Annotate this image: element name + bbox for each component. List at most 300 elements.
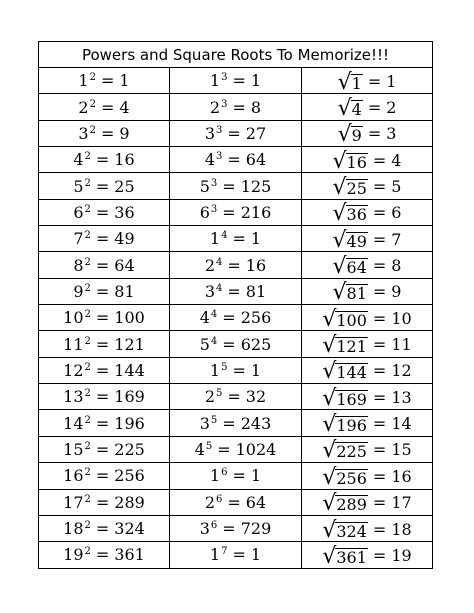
square-cell [39,515,170,541]
square-exponent: 2 [89,98,96,110]
root-cell [302,489,433,515]
equals-sign: = [95,229,110,249]
power-expression [199,176,272,196]
equals-sign: = [367,124,382,144]
radical-sign-icon: √ [332,148,347,173]
power-cell [170,173,302,199]
root-cell [302,515,433,541]
table-row [39,226,433,252]
root-cell [302,542,433,568]
radicand: 225 [336,442,367,462]
square-exponent: 2 [84,230,91,242]
power-value: 1 [250,71,262,91]
radicand: 16 [346,152,367,172]
radical [322,307,368,329]
table-row [39,305,433,331]
root-cell [302,278,433,304]
square-cell [39,463,170,489]
root-cell [302,199,433,225]
power-expression [205,152,266,168]
square-exponent: 2 [84,440,91,452]
equals-sign: = [95,360,110,380]
square-expression [73,231,134,247]
table-row [39,384,433,410]
equals-sign: = [95,202,110,222]
square-base: 9 [73,281,84,301]
radical-sign-icon: √ [322,464,337,489]
equals-sign: = [372,361,387,381]
radicand: 49 [346,231,367,251]
square-expression [63,413,145,433]
equals-sign: = [232,97,246,117]
root-expression [322,386,411,408]
radicand: 81 [346,284,367,304]
equals-sign: = [95,255,110,275]
power-exponent: 4 [216,256,223,268]
square-value: 1 [119,71,130,91]
power-cell [170,94,302,120]
power-exponent: 5 [216,388,223,400]
equals-sign: = [100,97,115,117]
root-cell [302,94,433,120]
root-expression [322,491,412,516]
table-row [39,331,433,357]
power-base: 4 [199,308,210,328]
radicand: 64 [346,258,367,278]
table-row [39,68,433,94]
square-cell [39,357,170,383]
equals-sign: = [95,176,110,196]
equals-sign: = [372,387,387,407]
square-value: 49 [114,229,135,249]
table-row [39,463,433,489]
radical-sign-icon: √ [332,201,347,226]
power-value: 1 [250,229,262,249]
power-base: 2 [204,387,216,407]
equals-sign: = [222,176,236,196]
square-value: 256 [114,466,145,486]
square-expression [63,310,145,326]
radical [322,386,368,408]
power-value: 8 [250,97,262,117]
table-row [39,252,433,278]
square-base: 10 [63,308,84,328]
radicand: 361 [336,547,367,567]
equals-sign: = [95,150,110,170]
equals-sign: = [227,255,241,275]
table-row [39,199,433,225]
radicand: 36 [346,205,367,225]
power-expression [204,123,267,143]
square-value: 81 [114,281,135,301]
root-expression [338,70,397,92]
power-value: 64 [245,492,267,512]
radical-sign-icon: √ [337,96,352,121]
square-expression [63,439,145,459]
power-expression [194,439,277,459]
equals-sign: = [372,203,387,223]
radical [333,228,368,250]
square-base: 18 [63,519,84,539]
root-value: 13 [391,387,412,407]
table-row [39,94,433,120]
equals-sign: = [95,281,110,301]
equals-sign: = [372,440,387,460]
square-expression [63,468,145,484]
power-expression [210,547,261,563]
root-cell [302,331,433,357]
equals-sign: = [232,71,246,91]
power-value: 81 [245,281,267,301]
radical [338,70,363,92]
power-expression [204,281,267,301]
root-value: 8 [391,256,402,276]
radical-sign-icon: √ [337,122,352,147]
square-value: 324 [114,519,145,539]
equals-sign: = [372,308,387,328]
equals-sign: = [372,466,387,486]
square-base: 13 [63,387,84,407]
root-cell [302,173,433,199]
radical-sign-icon: √ [332,254,347,279]
square-value: 169 [114,387,145,407]
square-exponent: 2 [84,493,91,505]
power-expression [199,334,272,354]
radicand: 144 [336,363,367,383]
equals-sign: = [372,282,387,302]
root-value: 9 [391,282,402,302]
power-exponent: 3 [216,151,223,163]
square-expression [73,202,135,222]
square-cell [39,147,170,173]
power-value: 1024 [235,439,277,459]
table-row [39,147,433,173]
root-expression [322,543,412,569]
square-value: 16 [114,150,135,170]
power-base: 3 [204,281,216,301]
equals-sign: = [95,545,110,565]
square-base: 16 [63,466,84,486]
power-cell [170,331,302,357]
square-expression [63,360,145,380]
square-cell [39,305,170,331]
equals-sign: = [372,150,387,170]
root-expression [333,149,402,171]
power-expression [204,255,267,275]
radical [332,254,368,279]
power-base: 4 [204,150,216,170]
table-body [39,68,433,569]
powers-roots-table [38,41,433,569]
square-base: 17 [63,492,84,512]
power-cell [170,357,302,383]
equals-sign: = [217,439,231,459]
root-expression [337,96,397,121]
power-exponent: 5 [221,361,228,373]
power-exponent: 4 [216,282,223,294]
square-value: 144 [114,360,145,380]
root-cell [302,226,433,252]
root-value: 7 [391,229,402,249]
power-exponent: 4 [210,309,218,321]
square-cell [39,94,170,120]
power-base: 1 [209,466,221,486]
power-base: 2 [204,492,216,512]
radicand: 256 [336,468,367,488]
radical-sign-icon: √ [322,359,337,384]
square-exponent: 2 [89,72,96,84]
root-value: 11 [391,335,412,355]
table-row [39,489,433,515]
power-value: 64 [245,150,267,170]
root-cell [302,384,433,410]
power-cell [170,436,302,462]
radicand: 1 [351,73,362,93]
equals-sign: = [222,202,236,222]
square-expression [78,73,129,89]
power-cell [170,278,302,304]
power-value: 1 [250,545,262,565]
power-expression [210,73,261,89]
radical [322,359,368,384]
square-exponent: 2 [84,388,91,400]
root-expression [332,175,402,200]
radicand: 289 [336,495,367,515]
equals-sign: = [100,71,115,91]
power-value: 216 [240,202,272,222]
square-base: 4 [73,150,84,170]
square-value: 4 [119,97,130,117]
radicand: 121 [336,337,367,357]
equals-sign: = [222,334,236,354]
title-row [39,42,433,68]
square-cell [39,410,170,436]
square-cell [39,436,170,462]
power-expression [209,97,262,117]
square-base: 12 [63,360,84,380]
power-base: 5 [199,334,210,354]
power-expression [205,389,266,405]
square-expression [63,492,145,512]
equals-sign: = [95,466,110,486]
radical-sign-icon: √ [332,227,347,252]
root-value: 19 [391,545,412,565]
equals-sign: = [227,387,241,407]
radical [322,465,368,487]
root-value: 1 [386,71,397,91]
equals-sign: = [372,229,387,249]
square-value: 100 [114,308,145,328]
radical-sign-icon: √ [322,543,337,569]
square-exponent: 2 [84,546,91,558]
equals-sign: = [232,545,246,565]
radical [337,122,363,147]
root-value: 10 [391,308,412,328]
power-expression [199,202,272,222]
radical [337,96,363,121]
square-exponent: 2 [84,467,91,479]
square-value: 64 [114,255,135,275]
square-value: 289 [114,492,145,512]
square-exponent: 2 [84,520,91,532]
root-value: 5 [391,177,402,197]
power-cell [170,305,302,331]
root-cell [302,305,433,331]
equals-sign: = [227,123,241,143]
equals-sign: = [95,439,110,459]
power-cell [170,515,302,541]
equals-sign: = [95,308,110,328]
power-value: 16 [245,255,267,275]
radical-sign-icon: √ [337,69,352,94]
square-cell [39,199,170,225]
square-expression [73,152,134,168]
square-cell [39,384,170,410]
equals-sign: = [372,256,387,276]
square-cell [39,226,170,252]
equals-sign: = [372,519,387,539]
power-base: 4 [194,439,205,459]
power-value: 32 [245,387,267,407]
root-cell [302,147,433,173]
square-exponent: 2 [84,151,91,163]
square-base: 6 [73,202,84,222]
power-expression [210,468,261,484]
square-cell [39,278,170,304]
square-cell [39,252,170,278]
square-exponent: 2 [84,335,91,347]
radical-sign-icon: √ [322,385,337,410]
radical [332,175,368,200]
root-expression [332,254,402,279]
power-exponent: 4 [210,335,218,347]
root-value: 4 [391,150,402,170]
radical [322,491,368,516]
root-expression [332,201,402,226]
root-value: 16 [391,466,412,486]
square-exponent: 2 [84,361,91,373]
square-expression [78,123,130,143]
radical [322,333,368,358]
square-expression [73,255,135,275]
radicand: 25 [346,179,367,199]
equals-sign: = [222,519,236,539]
radical-sign-icon: √ [322,306,337,331]
square-base: 5 [73,176,84,196]
square-base: 8 [73,255,84,275]
table-title: Powers and Square Roots To Memorize!!! [39,42,433,68]
equals-sign: = [95,334,110,354]
power-exponent: 5 [210,414,218,426]
power-expression [200,521,272,537]
square-value: 25 [114,176,135,196]
power-value: 1 [250,466,262,486]
square-cell [39,120,170,146]
square-base: 7 [73,229,84,249]
radical [332,280,368,305]
square-base: 2 [78,97,89,117]
power-exponent: 5 [205,440,213,452]
root-cell [302,436,433,462]
power-cell [170,226,302,252]
power-cell [170,489,302,515]
radicand: 4 [351,100,362,120]
power-base: 1 [209,71,221,91]
equals-sign: = [222,308,236,328]
power-exponent: 4 [221,230,228,242]
table-row [39,436,433,462]
square-base: 14 [63,413,84,433]
square-cell [39,542,170,568]
power-base: 3 [199,413,210,433]
power-value: 256 [240,308,272,328]
table-row [39,173,433,199]
square-expression [73,281,135,301]
radical [322,438,368,463]
power-cell [170,410,302,436]
root-value: 2 [386,98,397,118]
table-row [39,410,433,436]
square-expression [73,176,135,196]
square-expression [63,389,145,405]
power-exponent: 3 [210,177,218,189]
square-exponent: 2 [84,256,91,268]
root-expression [322,518,411,540]
square-exponent: 2 [84,177,91,189]
power-base: 1 [209,545,221,565]
square-base: 19 [63,545,84,565]
radicand: 100 [336,310,367,330]
table-row [39,120,433,146]
power-exponent: 7 [221,546,228,558]
square-cell [39,68,170,94]
root-expression [322,412,412,437]
root-cell [302,68,433,94]
equals-sign: = [100,123,115,143]
equals-sign: = [367,71,382,91]
square-expression [63,334,145,354]
square-value: 36 [114,202,135,222]
radical-sign-icon: √ [322,517,337,542]
equals-sign: = [372,414,387,434]
equals-sign: = [372,335,387,355]
root-expression [333,228,402,250]
equals-sign: = [227,492,241,512]
radical-sign-icon: √ [322,438,337,463]
equals-sign: = [95,413,110,433]
equals-sign: = [232,360,246,380]
root-expression [332,280,402,305]
power-expression [199,413,272,433]
equals-sign: = [95,519,110,539]
root-cell [302,357,433,383]
power-exponent: 6 [210,520,218,532]
square-value: 196 [114,413,145,433]
square-cell [39,173,170,199]
power-base: 1 [209,229,221,249]
square-exponent: 2 [89,124,96,136]
power-base: 3 [199,519,210,539]
square-base: 1 [78,71,89,91]
root-cell [302,463,433,489]
power-cell [170,199,302,225]
radicand: 9 [351,126,362,146]
square-cell [39,489,170,515]
power-exponent: 3 [210,203,218,215]
table-row [39,357,433,383]
equals-sign: = [372,177,387,197]
square-exponent: 2 [84,203,91,215]
